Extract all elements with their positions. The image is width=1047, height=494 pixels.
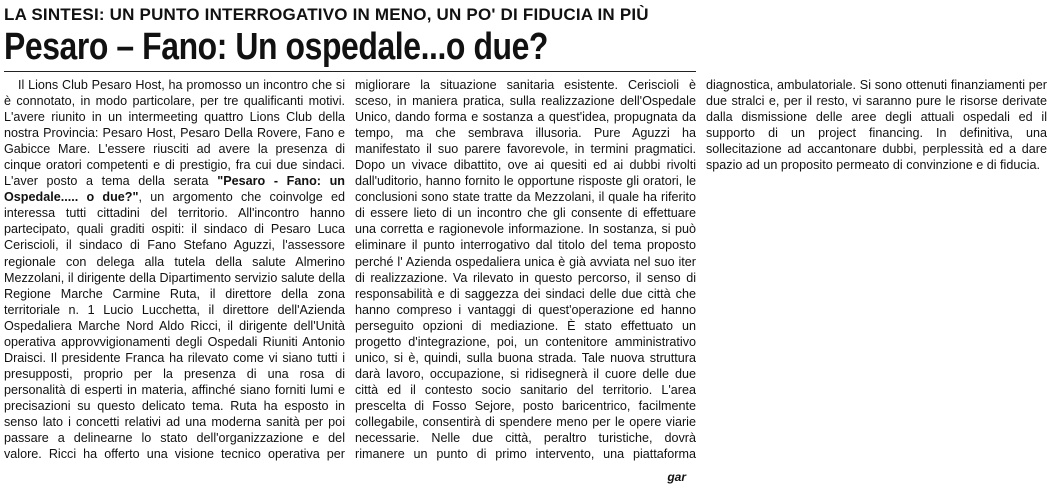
article-paragraph (4, 77, 1047, 477)
body-text-main: , un argomento che coinvolge ed interessa tutti cittadini del territorio. All'incontro hanno partecipato, quali graditi ospiti: il sindaco di Pesaro Luca Ceriscioli, il sindaco di Fano Stefano Aguzzi, l'assessore regionale con delega alla tutela della salute Almerino Mezzolani, il dirigente della Dipartimento servizio salute della Regione Marche Carmine Ruta, il direttore della zona territoriale n. 1 Lucio Lucchetta, il direttore dell'Azienda Ospedaliera Marche Nord Aldo Ricci, il dirigente dell'Unità operativa approvvigionamenti degli Ospedali Riuniti Antonio Draisci. Il presidente Franca ha rilevato come vi siano tutti i presupposti, proprio per la presenza di una rosa di personalità di esperti in materia, affinché siano forniti lumi e precisazioni su questo delicato tema. Ruta ha esposto in senso lato i concetti relativi ad una moderna sanità per poi passare a delinearne lo stato dell'organizzazione e del valore. Ricci ha offerto una visione tecnico operativa per migliorare la situazione sanitaria esistente. Ceriscioli è sceso, in maniera pratica, sulla realizzazione dell'Ospedale Unico, dando forma e sostanza a quest'idea, propugnata da tempo, ma che sembrava illusoria. Pure Aguzzi ha manifestato il suo parere favorevole, in termini pragmatici. Dopo un vivace dibattito, ove ai quesiti ed ai dubbi rivolti dall'uditorio, hanno fornito le opportune risposte gli oratori, le conclusioni sono state tratte da Mezzolani, il quale ha riferito di essere lieto di un incontro che gli consente di effettuare una corretta e ragionevole informazione. In sostanza, si può eliminare il punto interrogativo dal titolo del tema proposto perché l' Azienda ospedaliera unica è già avviata nel suo iter di realizzazione. Va rilevato in questo percorso, il senso di responsabilità e di saggezza dei sindaci delle due città che hanno compreso i vantaggi di quest'operazione ed hanno perseguito opzioni di mediazione. È stato effettuato un progetto d'integrazione, poi, un contenitore amministrativo unico, si è, quindi, sulla buona strada. Tale nuova struttura darà lavoro, occupazione, si ridisegnerà il cuore delle due città ed il contesto socio sanitario del territorio. L'area prescelta di Fosso Sejore, posto baricentrico, facilmente collegabile, consentirà di spendere meno per le opere viarie necessarie. Nelle due città, peraltro turistiche, dovrà rimanere un punto di primo intervento, una piattaforma diagnostica, ambulatoriale. Si sono ottenuti finanziamenti per due stralci e, per il resto, vi saranno pure le risorse derivate dalla dismissione delle aree degli attuali ospedali ed il supporto di un project financing. In definitiva, una sollecitazione ad accantonare dubbi, perplessità ed a dare spazio ad un proposito permeato di convinzione e di fiducia. (4, 78, 1047, 462)
article-body (4, 77, 1047, 477)
body-text-intro: Il Lions Club Pesaro Host, ha promosso un incontro che si è connotato, in modo particolare, per tre qualificanti motivi. L'avere riunito in un intermeeting quattro Lions Club della nostra Provincia: Pesaro Host, Pesaro Della Rovere, Fano e Gabicce Mare. L'essere riusciti ad avere la presenza di cinque oratori competenti e di prestigio, fra cui due sindaci. L'aver posto a tema della serata (4, 78, 345, 189)
article-kicker: LA SINTESI: UN PUNTO INTERROGATIVO IN MENO, UN PO' DI FIDUCIA IN PIÙ (4, 5, 649, 24)
author-signature: gar (667, 470, 686, 484)
article-headline: Pesaro – Fano: Un ospedale...o due? (4, 26, 549, 68)
headline-divider (4, 71, 696, 72)
quoted-event-title: "Pesaro - Fano: un Ospedale..... o due?" (4, 174, 345, 205)
